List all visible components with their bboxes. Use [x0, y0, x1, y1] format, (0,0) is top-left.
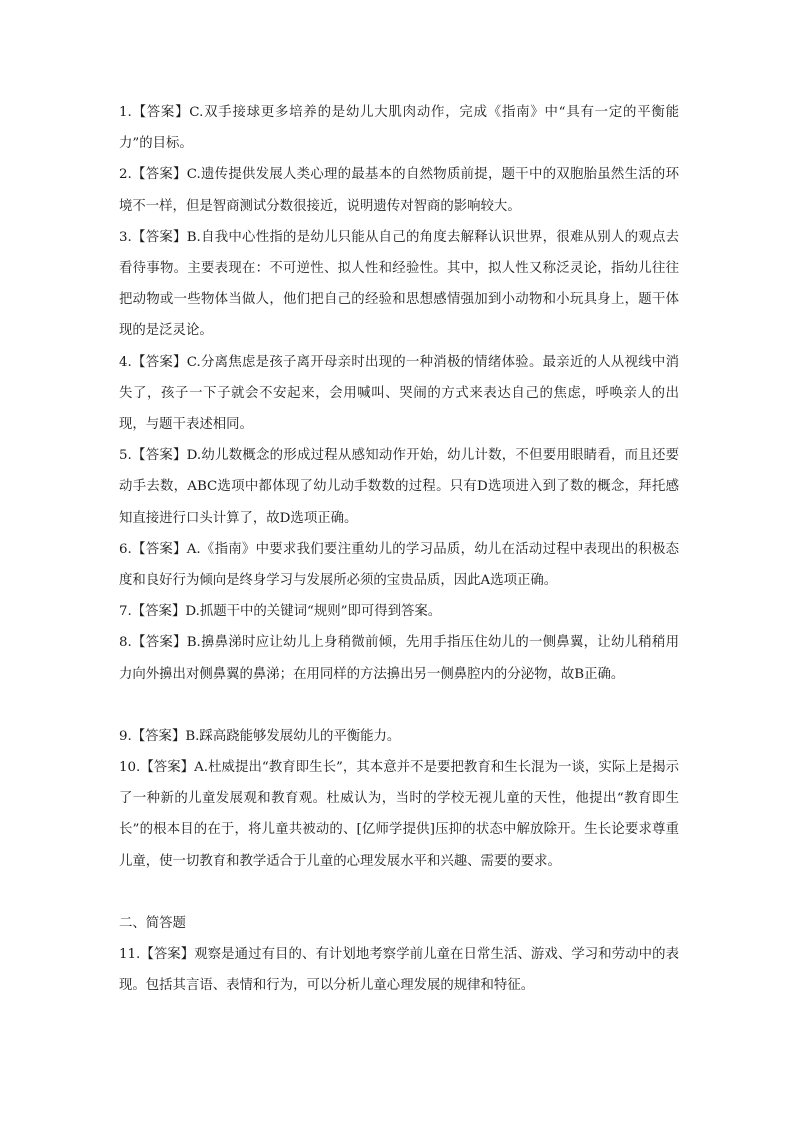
answer-9: 9.【答案】B.踩高跷能够发展幼儿的平衡能力。	[119, 728, 401, 744]
answer-6: 6.【答案】A.《指南》中要求我们要注重幼儿的学习品质，幼儿在活动过程中表现出的积极态度和良好行为倾向是终身学习与发展所必须的宝贵品质，因此A选项正确。	[119, 541, 679, 589]
answer-2: 2.【答案】C.遗传提供发展人类心理的最基本的自然物质前提，题干中的双胞胎虽然生活的环境不一样，但是智商测试分数很接近，说明遗传对智商的影响较大。	[119, 167, 679, 214]
answer-11: 11.【答案】观察是通过有目的、有计划地考察学前儿童在日常生活、游戏、学习和劳动中的表现。包括其言语、表情和行为，可以分析儿童心理发展的规律和特征。	[119, 947, 679, 994]
answer-10: 10.【答案】A.杜威提出“教育即生长”，其本意并不是要把教育和生长混为一谈，实际上是揭示了一种新的儿童发展观和教育观。杜威认为，当时的学校无视儿童的天性，他提出“教育即生长”的根本目的在于，将儿童共被动的、[亿师学提供]压抑的状态中解放除开。生长论要求尊重儿童，使一切教育和教学适合于儿童的心理发展水平和兴趣、需要的要求。	[119, 760, 679, 869]
section-heading: 二、简答题	[119, 915, 186, 931]
spacer	[119, 877, 679, 908]
answer-7: 7.【答案】D.抓题干中的关键词“规则”即可得到答案。	[119, 604, 442, 620]
spacer	[119, 690, 679, 721]
answer-5: 5.【答案】D.幼儿数概念的形成过程从感知动作开始，幼儿计数，不但要用眼睛看，而且还要动手去数，ABC选项中都体现了幼儿动手数数的过程。只有D选项进入到了数的概念，拜托感知直接进行口头计算了，故D选项正确。	[119, 448, 679, 526]
answer-1: 1.【答案】C.双手接球更多培养的是幼儿大肌肉动作，完成《指南》中“具有一定的平衡能力”的目标。	[119, 105, 679, 152]
answer-8: 8.【答案】B.擤鼻涕时应让幼儿上身稍微前倾，先用手指压住幼儿的一侧鼻翼，让幼儿稍稍用力向外擤出对侧鼻翼的鼻涕；在用同样的方法擤出另一侧鼻腔内的分泌物，故B正确。	[119, 635, 679, 682]
answer-4: 4.【答案】C.分离焦虑是孩子离开母亲时出现的一种消极的情绪体验。最亲近的人从视线中消失了，孩子一下子就会不安起来，会用喊叫、哭闹的方式来表达自己的焦虑，呼唤亲人的出现，与题干表述相同。	[119, 354, 679, 433]
document-page	[119, 97, 679, 1001]
answer-3: 3.【答案】B.自我中心性指的是幼儿只能从自己的角度去解释认识世界，很难从别人的观点去看待事物。主要表现在：不可逆性、拟人性和经验性。其中，拟人性又称泛灵论，指幼儿往往把动物或一些物体当做人，他们把自己的经验和思想感情强加到小动物和小玩具身上，题干体现的是泛灵论。	[119, 229, 679, 339]
